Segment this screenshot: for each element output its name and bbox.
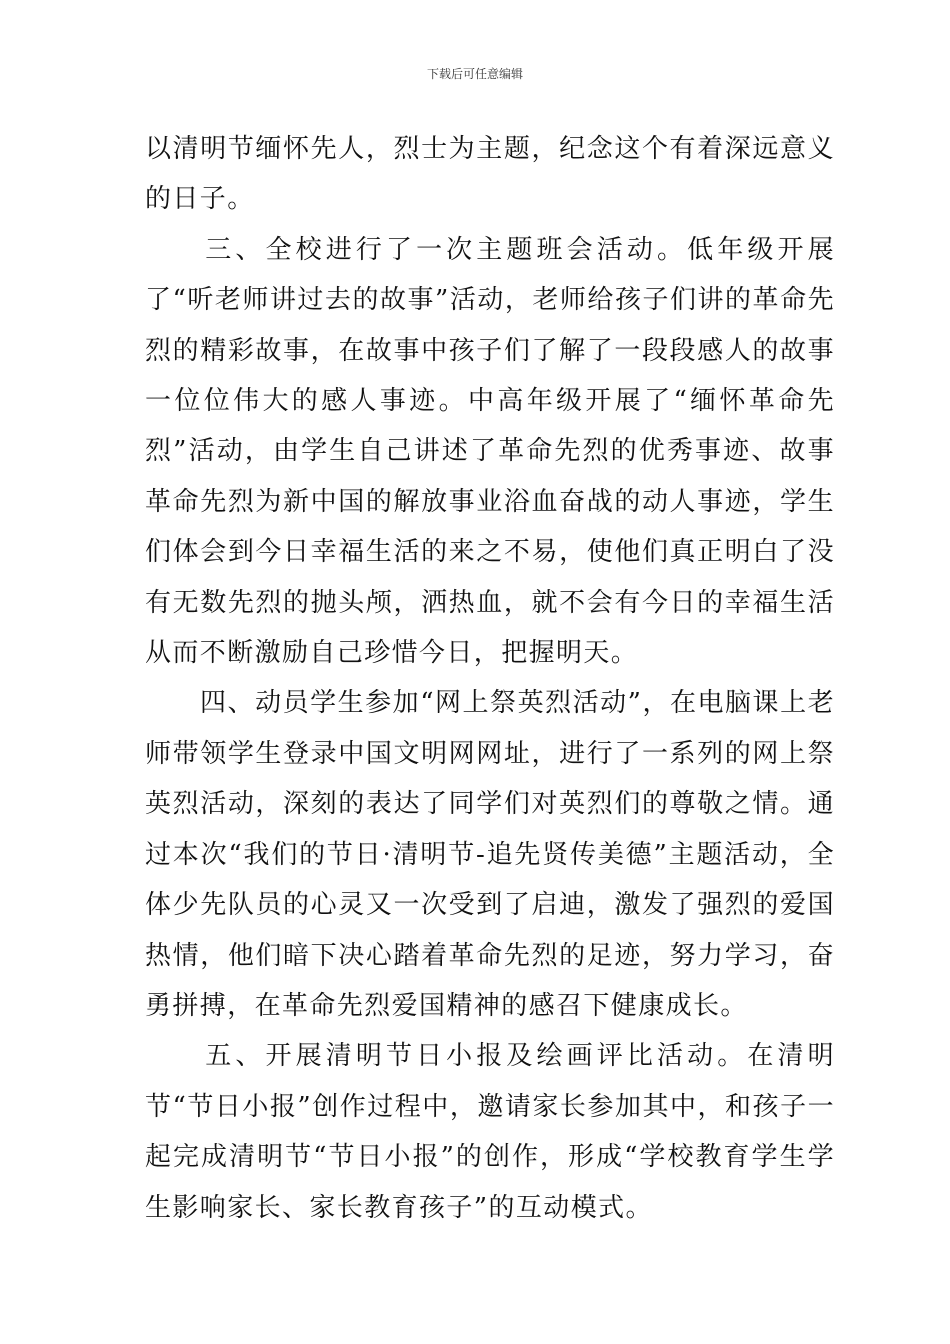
paragraph-intro-continuation: 以清明节缅怀先人，烈士为主题，纪念这个有着深远意义的日子。 <box>145 134 835 215</box>
page-header: 下载后可任意编辑 <box>426 67 523 81</box>
paragraph-section-three: 三、全校进行了一次主题班会活动。低年级开展了“听老师讲过去的故事”活动，老师给孩子们讲的革命先烈的精彩故事，在故事中孩子们了解了一段段感人的故事一位位伟大的感人事迹。中高年级开展了“缅怀革命先烈”活动，由学生自己讲述了革命先烈的优秀事迹、故事革命先烈为新中国的解放事业浴血奋战的动人事迹，学生们体会到今日幸福生活的来之不易，使他们真正明白了没有无数先烈的抛头颅，洒热血，就不会有今日的幸福生活从而不断激励自己珍惜今日，把握明天。 <box>145 234 835 669</box>
paragraph-section-five: 五、开展清明节日小报及绘画评比活动。在清明节“节日小报”创作过程中，邀请家长参加其中，和孩子一起完成清明节“节日小报”的创作，形成“学校教育学生学生影响家长、家长教育孩子”的互动模式。 <box>145 1041 835 1223</box>
document-body <box>145 124 835 1233</box>
paragraph-section-four: 四、动员学生参加“网上祭英烈活动”，在电脑课上老师带领学生登录中国文明网网址，进行了一系列的网上祭英烈活动，深刻的表达了同学们对英烈们的尊敬之情。通过本次“我们的节日·清明节-追先贤传美德”主题活动，全体少先队员的心灵又一次受到了启迪，激发了强烈的爱国热情，他们暗下决心踏着革命先烈的足迹，努力学习，奋勇拼搏，在革命先烈爱国精神的感召下健康成长。 <box>145 688 835 1021</box>
